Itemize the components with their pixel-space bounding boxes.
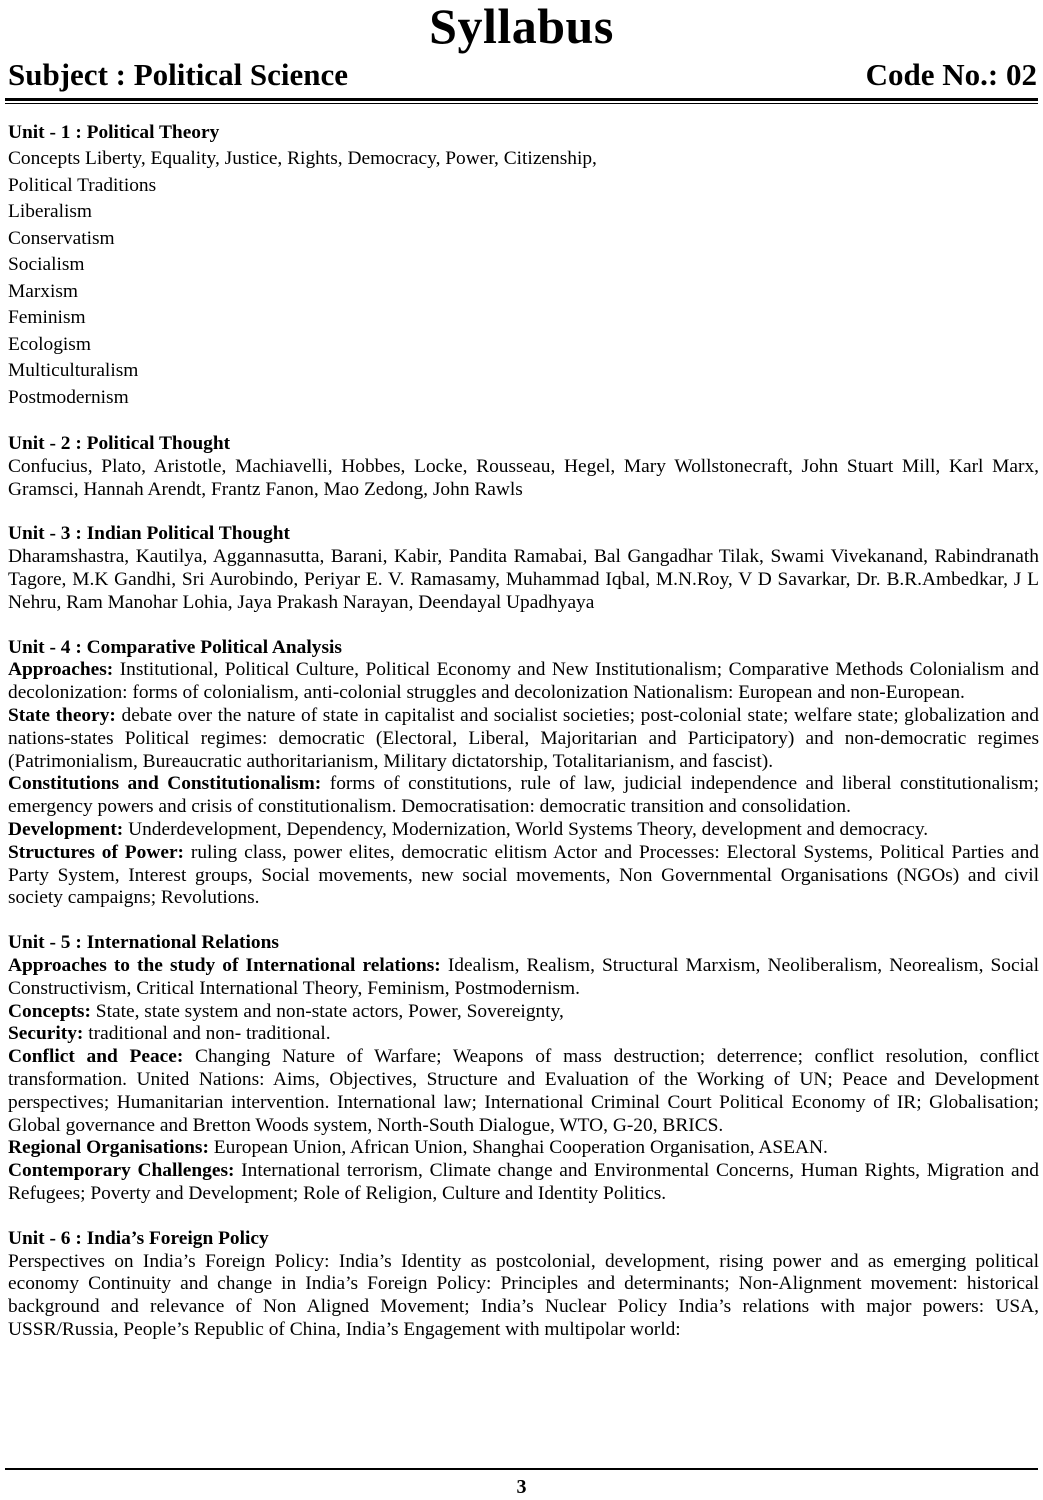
header-rule bbox=[5, 98, 1038, 101]
topic-line: Concepts Liberty, Equality, Justice, Rights, Democracy, Power, Citizenship, bbox=[8, 148, 597, 169]
topic-line: Political Traditions bbox=[8, 174, 157, 196]
topic-label: Structures of Power: bbox=[8, 841, 185, 863]
unit-text: Perspectives on India’s Foreign Policy: India’s Identity as postcolonial, development, rising power and as emerging political economy Continuity and change in India’s Foreign Policy: Principles and determinants; Non-Alignment movement: historical background and relevance of Non Aligned Movement; India’s Nuclear Policy India’s relations with major powers: USA, USSR/Russia, People’s Republic of China, India’s Engagement with multipolar world: bbox=[8, 1250, 1039, 1340]
unit-text: Confucius, Plato, Aristotle, Machiavelli, Hobbes, Locke, Rousseau, Hegel, Mary Wollstonecraft, John Stuart Mill, Karl Marx, Gramsci, Hannah Arendt, Frantz Fanon, Mao Zedong, John Rawls bbox=[8, 455, 1039, 500]
topic-text: Underdevelopment, Dependency, Modernization, World Systems Theory, development and democracy. bbox=[123, 818, 929, 840]
topic-paragraph bbox=[8, 842, 1039, 910]
topic-paragraph bbox=[8, 1137, 1039, 1160]
topic-line: Feminism bbox=[8, 307, 86, 328]
topic-label: Conflict and Peace: bbox=[8, 1046, 184, 1068]
topic-line: Ecologism bbox=[8, 333, 91, 355]
topic-label: Concepts: bbox=[8, 1000, 91, 1022]
topic-line: Marxism bbox=[8, 280, 79, 302]
unit-heading: Unit - 2 : Political Thought bbox=[8, 433, 231, 454]
unit-1 bbox=[8, 120, 1039, 411]
topic-paragraph bbox=[8, 1160, 1039, 1206]
topic-paragraph bbox=[8, 659, 1039, 705]
unit-topic-list bbox=[8, 146, 1039, 411]
footer-rule bbox=[5, 1468, 1038, 1470]
topic-line: Conservatism bbox=[8, 227, 115, 249]
unit-heading: Unit - 6 : India’s Foreign Policy bbox=[8, 1227, 269, 1249]
unit-4 bbox=[8, 637, 1039, 911]
topic-paragraph bbox=[8, 773, 1039, 819]
unit-heading: Unit - 4 : Comparative Political Analysis bbox=[8, 636, 342, 658]
topic-line: Liberalism bbox=[8, 201, 93, 222]
topic-line: Multiculturalism bbox=[8, 360, 139, 381]
topic-line: Socialism bbox=[8, 254, 85, 275]
topic-text: European Union, African Union, Shanghai Cooperation Organisation, ASEAN. bbox=[208, 1137, 828, 1159]
topic-paragraph bbox=[8, 955, 1039, 1001]
unit-6 bbox=[8, 1228, 1039, 1342]
unit-3 bbox=[8, 523, 1039, 614]
topic-label: Approaches: bbox=[8, 659, 114, 681]
topic-text: State, state system and non-state actors, Power, Sovereignty, bbox=[90, 1000, 564, 1022]
topic-text: debate over the nature of state in capitalist and socialist societies; post-colonial state; welfare state; globalization and nations-states Political regimes: democratic (Electoral, Liberal, Majoritarian and Participatory) and non-democratic regimes (Patrimonialism, Bureaucratic authoritarianism, Military dictatorship, Totalitarianism, and fascist). bbox=[8, 704, 1040, 772]
topic-label: Development: bbox=[8, 818, 124, 840]
topic-text: Changing Nature of Warfare; Weapons of mass destruction; deterrence; conflict resolution, conflict transformation. United Nations: Aims, Objectives, Structure and Evaluation of the Working of UN; Peace and Development perspectives; Humanitarian intervention. International law; International Criminal Court Political Economy of IR; Globalisation; Global governance and Bretton Woods system, North-South Dialogue, WTO, G-20, BRICS. bbox=[8, 1046, 1039, 1136]
topic-label: Constitutions and Constitutionalism: bbox=[8, 773, 322, 795]
topic-text: ruling class, power elites, democratic elitism Actor and Processes: Electoral Systems, Political Parties and Party System, Interest groups, Social movements, new social movements, Non Governmental Organisations (NGOs) and civil society campaigns; Revolutions. bbox=[8, 841, 1039, 909]
topic-line: Postmodernism bbox=[8, 386, 129, 408]
topic-paragraph bbox=[8, 705, 1039, 773]
page-title: Syllabus bbox=[429, 0, 614, 54]
unit-5 bbox=[8, 932, 1039, 1206]
topic-text: International terrorism, Climate change and Environmental Concerns, Human Rights, Migration and Refugees; Poverty and Development; Role of Religion, Culture and Identity Politics. bbox=[8, 1160, 1039, 1204]
topic-text: traditional and non- traditional. bbox=[83, 1023, 331, 1045]
unit-heading: Unit - 3 : Indian Political Thought bbox=[8, 523, 290, 545]
topic-label: Security: bbox=[8, 1023, 84, 1045]
syllabus-content bbox=[8, 120, 1039, 1342]
topic-label: Contemporary Challenges: bbox=[8, 1160, 235, 1182]
topic-paragraph bbox=[8, 1001, 1039, 1024]
unit-2 bbox=[8, 433, 1039, 501]
topic-text: Institutional, Political Culture, Political Economy and New Institutionalism; Comparative Methods Colonialism and decolonization: forms of colonialism, anti-colonial struggles and decolonization Nationalism: European and non-European. bbox=[8, 659, 1039, 704]
topic-text: Idealism, Realism, Structural Marxism, Neoliberalism, Neorealism, Social Constructivism, Critical International Theory, Feminism, Postmodernism. bbox=[8, 954, 1039, 999]
topic-label: Approaches to the study of International relations: bbox=[8, 954, 441, 976]
code-number: Code No.: 02 bbox=[865, 57, 1037, 92]
unit-heading: Unit - 1 : Political Theory bbox=[8, 122, 220, 143]
topic-label: Regional Organisations: bbox=[8, 1137, 209, 1159]
page-number: 3 bbox=[516, 1476, 527, 1498]
topic-label: State theory: bbox=[8, 704, 116, 726]
topic-paragraph bbox=[8, 1023, 1039, 1046]
subject-label: Subject : Political Science bbox=[8, 57, 349, 92]
header-rule-thin bbox=[5, 103, 1038, 104]
document-header bbox=[8, 57, 1037, 95]
topic-text: forms of constitutions, rule of law, judicial independence and liberal constitutionalism; emergency powers and crisis of constitutionalism. Democratisation: democratic transition and consolidation. bbox=[8, 773, 1040, 818]
topic-paragraph bbox=[8, 1046, 1039, 1137]
unit-heading: Unit - 5 : International Relations bbox=[8, 932, 279, 954]
topic-paragraph bbox=[8, 819, 1039, 842]
unit-text: Dharamshastra, Kautilya, Aggannasutta, Barani, Kabir, Pandita Ramabai, Bal Gangadhar Tilak, Swami Vivekanand, Rabindranath Tagore, M.K Gandhi, Sri Aurobindo, Periyar E. V. Ramasamy, Muhammad Iqbal, M.N.Roy, V D Savarkar, Dr. B.R.Ambedkar, J L Nehru, Ram Manohar Lohia, Jaya Prakash Narayan, Deendayal Upadhyaya bbox=[8, 546, 1039, 613]
